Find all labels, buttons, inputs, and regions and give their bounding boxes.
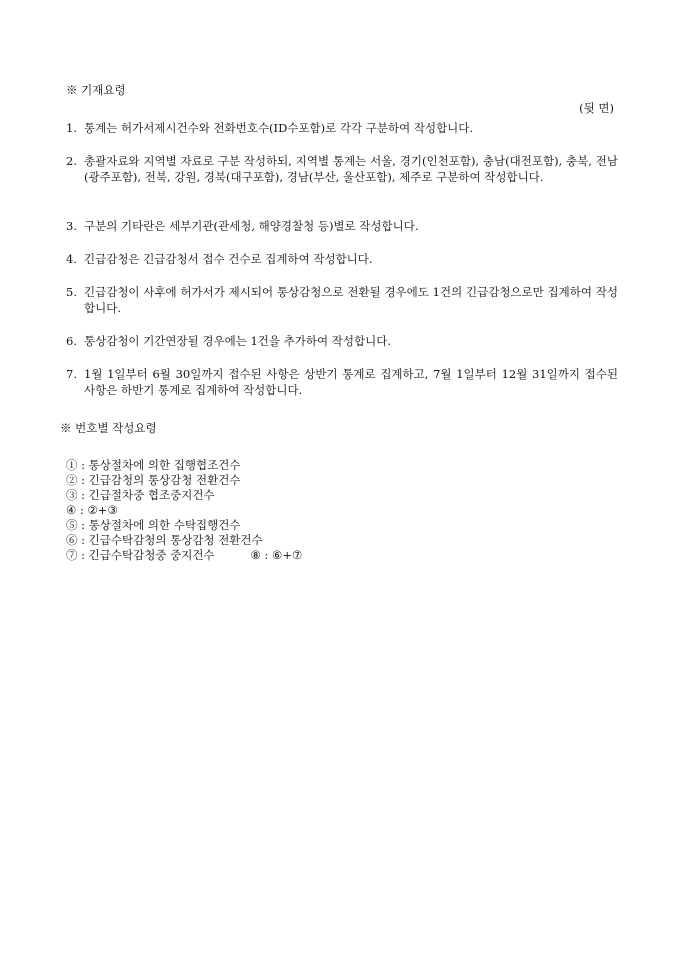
list-item: ④ : ②+③	[66, 503, 118, 517]
list-item: ② : 긴급감청의 통상감청 전환건수	[66, 473, 241, 487]
list-item: ① : 통상절차에 의한 집행협조건수	[66, 458, 241, 472]
note-text: 총괄자료와 지역별 자료로 구분 작성하되, 지역별 통계는 서울, 경기(인천포함), 충남(대전포함), 충북, 전남(광주포함), 전북, 강원, 경북(대구포함), 경남(부산, 울산포함), 제주로 구분하여 작성합니다.	[84, 154, 618, 184]
note-number: 2.	[66, 154, 77, 168]
note-number: 3.	[66, 219, 77, 233]
back-side-label: (뒷 면)	[579, 101, 614, 115]
note-item-6	[66, 333, 618, 349]
note-item-1	[66, 120, 618, 136]
note-item-7	[66, 366, 618, 398]
note-item-4	[66, 251, 618, 267]
note-text: 통상감청이 기간연장될 경우에는 1건을 추가하여 작성합니다.	[84, 334, 391, 348]
numbered-list	[66, 458, 302, 563]
note-text: 긴급감청이 사후에 허가서가 제시되어 통상감청으로 전환될 경우에도 1건의 긴급감청으로만 집계하여 작성합니다.	[84, 285, 618, 315]
note-number: 1.	[66, 121, 77, 135]
note-number: 4.	[66, 252, 77, 266]
note-text: 통계는 허가서제시건수와 전화번호수(ID수포함)로 각각 구분하여 작성합니다.	[84, 121, 474, 135]
list-item-text: ⑦ : 긴급수탁감청중 중지건수	[66, 548, 215, 562]
list-item: ⑥ : 긴급수탁감청의 통상감청 전환건수	[66, 533, 263, 547]
notes-heading: ※ 기재요령	[66, 83, 126, 97]
list-item	[66, 548, 302, 563]
list-item: ⑤ : 통상절차에 의한 수탁집행건수	[66, 518, 241, 532]
note-item-3	[66, 218, 618, 234]
note-item-5	[66, 284, 618, 316]
note-number: 6.	[66, 334, 77, 348]
note-text: 긴급감청은 긴급감청서 접수 건수로 집계하여 작성합니다.	[84, 252, 373, 266]
numbered-heading: ※ 번호별 작성요령	[60, 421, 157, 435]
note-item-2	[66, 153, 618, 185]
note-number: 5.	[66, 285, 77, 299]
list-item: ③ : 긴급절차중 협조중지건수	[66, 488, 215, 502]
list-item-extra: ⑧ : ⑥+⑦	[250, 548, 303, 562]
note-text: 구분의 기타란은 세부기관(관세청, 해양경찰청 등)별로 작성합니다.	[84, 219, 419, 233]
note-text: 1월 1일부터 6월 30일까지 접수된 사항은 상반기 통계로 집계하고, 7월 1일부터 12월 31일까지 접수된 사항은 하반기 통계로 집계하여 작성합니다.	[84, 367, 618, 397]
note-number: 7.	[66, 367, 77, 381]
